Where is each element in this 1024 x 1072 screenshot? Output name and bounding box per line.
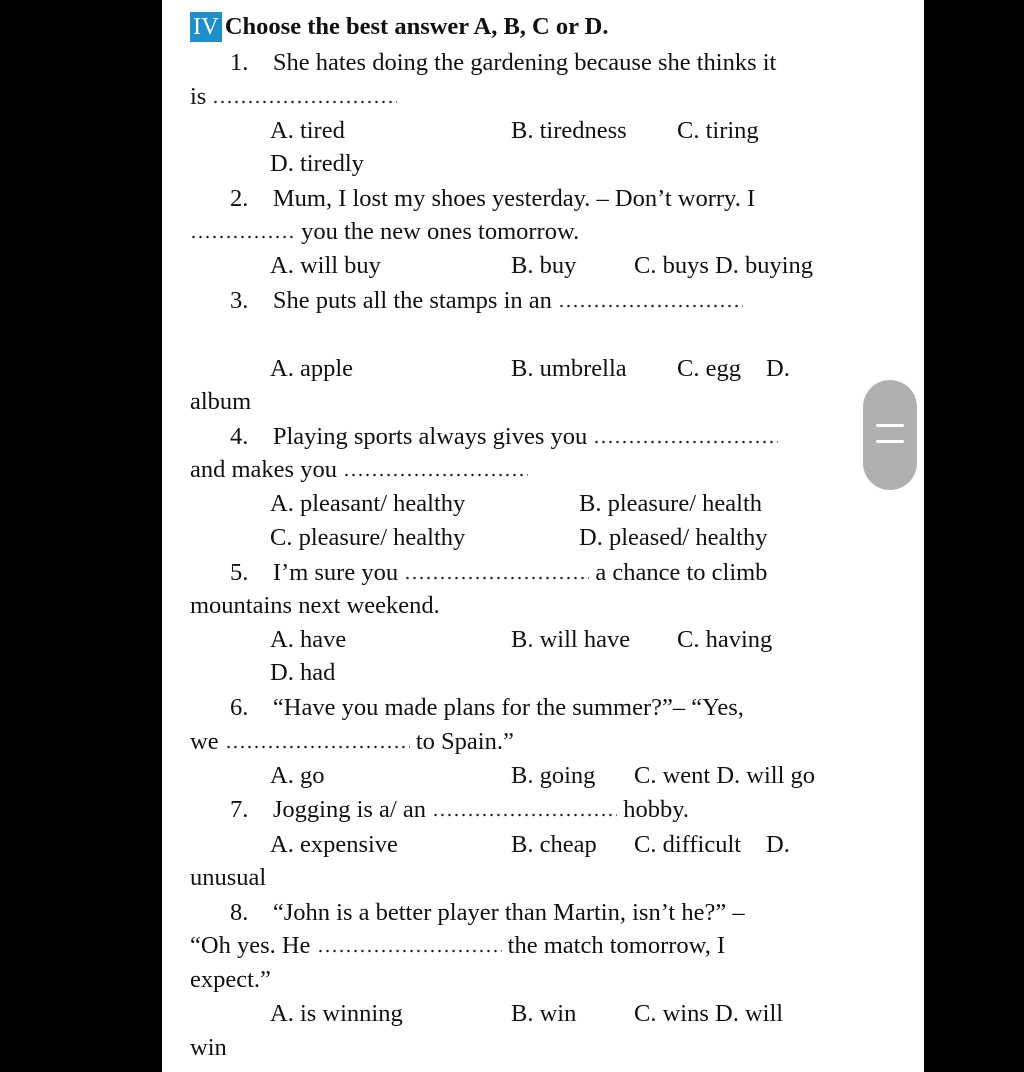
option-b[interactable]: B. pleasure/ health bbox=[579, 490, 763, 517]
question-3 bbox=[230, 286, 743, 316]
option-a[interactable]: A. tired bbox=[270, 117, 345, 144]
answer-blank bbox=[558, 298, 743, 308]
question-text: Playing sports always gives you bbox=[272, 423, 588, 450]
question-8-cont bbox=[190, 931, 725, 961]
handle-grip-icon bbox=[876, 440, 904, 443]
question-number: 2. bbox=[230, 185, 249, 212]
question-5 bbox=[230, 558, 767, 588]
question-text: She puts all the stamps in an bbox=[272, 287, 552, 314]
question-text: Mum, I lost my shoes yesterday. – Don’t worry. I bbox=[272, 185, 756, 212]
option-d[interactable]: D. bbox=[766, 831, 790, 858]
answer-blank bbox=[317, 943, 502, 953]
question-text: She hates doing the gardening because she thinks it bbox=[272, 49, 777, 76]
question-text: you the new ones tomorrow. bbox=[301, 218, 580, 245]
option-a[interactable]: A. will buy bbox=[270, 252, 381, 279]
question-4 bbox=[230, 422, 778, 452]
question-text: is bbox=[190, 83, 207, 110]
option-b[interactable]: B. umbrella bbox=[511, 355, 627, 382]
question-number: 6. bbox=[230, 694, 249, 721]
option-c-d[interactable]: C. buys D. buying bbox=[634, 252, 814, 279]
question-text: to Spain.” bbox=[415, 728, 514, 755]
option-c[interactable]: C. having bbox=[677, 626, 773, 653]
question-text: hobby. bbox=[623, 796, 690, 823]
option-a[interactable]: A. is winning bbox=[270, 1000, 403, 1027]
answer-blank bbox=[225, 739, 410, 749]
section-title: Choose the best answer A, B, C or D. bbox=[224, 13, 609, 40]
question-text: “John is a better player than Martin, isn’t he?” – bbox=[272, 899, 745, 926]
question-number: 1. bbox=[230, 49, 249, 76]
question-number: 3. bbox=[230, 287, 249, 314]
option-b[interactable]: B. win bbox=[511, 1000, 577, 1027]
option-d[interactable]: D. bbox=[766, 355, 790, 382]
question-number: 8. bbox=[230, 899, 249, 926]
question-text: “Have you made plans for the summer?”– “Yes, bbox=[272, 694, 744, 721]
option-a[interactable]: A. go bbox=[270, 762, 325, 789]
question-1-cont bbox=[190, 82, 397, 112]
question-text: I’m sure you bbox=[272, 559, 399, 586]
question-number: 7. bbox=[230, 796, 249, 823]
answer-blank bbox=[404, 570, 589, 580]
option-a[interactable]: A. apple bbox=[270, 355, 353, 382]
question-6 bbox=[230, 693, 744, 723]
option-c-d[interactable]: C. wins D. will bbox=[634, 1000, 784, 1027]
option-a[interactable]: A. have bbox=[270, 626, 347, 653]
question-text: we bbox=[190, 728, 219, 755]
question-number: 5. bbox=[230, 559, 249, 586]
answer-blank bbox=[593, 434, 778, 444]
scroll-drag-handle[interactable] bbox=[863, 380, 917, 490]
question-text: mountains next weekend. bbox=[190, 592, 440, 619]
question-text: expect.” bbox=[190, 966, 271, 993]
question-8-cont2 bbox=[190, 965, 271, 995]
question-text: “Oh yes. He bbox=[190, 932, 311, 959]
document-page bbox=[162, 0, 924, 1072]
question-text: the match tomorrow, I bbox=[507, 932, 726, 959]
section-number: IV bbox=[190, 12, 222, 42]
question-2 bbox=[230, 184, 755, 214]
answer-blank bbox=[432, 807, 617, 817]
option-d[interactable]: D. pleased/ healthy bbox=[579, 524, 768, 551]
option-a[interactable]: A. expensive bbox=[270, 831, 398, 858]
question-text: Jogging is a/ an bbox=[272, 796, 426, 823]
option-b[interactable]: B. tiredness bbox=[511, 117, 627, 144]
answer-blank bbox=[343, 467, 528, 477]
option-b[interactable]: B. going bbox=[511, 762, 596, 789]
question-6-cont bbox=[190, 727, 514, 757]
section-header bbox=[190, 12, 608, 42]
option-c[interactable]: C. difficult bbox=[634, 831, 742, 858]
option-a[interactable]: A. pleasant/ healthy bbox=[270, 490, 466, 517]
option-b[interactable]: B. will have bbox=[511, 626, 631, 653]
question-text: a chance to climb bbox=[595, 559, 768, 586]
question-7 bbox=[230, 795, 689, 825]
option-c[interactable]: C. pleasure/ healthy bbox=[270, 524, 466, 551]
question-1 bbox=[230, 48, 776, 78]
option-d-cont[interactable]: win bbox=[190, 1034, 227, 1061]
option-c[interactable]: C. egg bbox=[677, 355, 741, 382]
question-5-cont bbox=[190, 591, 440, 621]
question-text: and makes you bbox=[190, 456, 337, 483]
question-8 bbox=[230, 898, 745, 928]
option-c[interactable]: C. tiring bbox=[677, 117, 759, 144]
option-d-cont[interactable]: album bbox=[190, 388, 252, 415]
question-number: 4. bbox=[230, 423, 249, 450]
cutoff-text-fragment bbox=[302, 0, 522, 4]
handle-grip-icon bbox=[876, 424, 904, 427]
option-d-cont[interactable]: unusual bbox=[190, 864, 267, 891]
answer-blank bbox=[212, 94, 397, 104]
answer-blank bbox=[190, 229, 295, 239]
option-b[interactable]: B. cheap bbox=[511, 831, 597, 858]
question-4-cont bbox=[190, 455, 528, 485]
option-d[interactable]: D. had bbox=[270, 659, 336, 686]
option-b[interactable]: B. buy bbox=[511, 252, 577, 279]
option-c-d[interactable]: C. went D. will go bbox=[634, 762, 816, 789]
question-2-cont bbox=[190, 217, 579, 247]
option-d[interactable]: D. tiredly bbox=[270, 150, 364, 177]
